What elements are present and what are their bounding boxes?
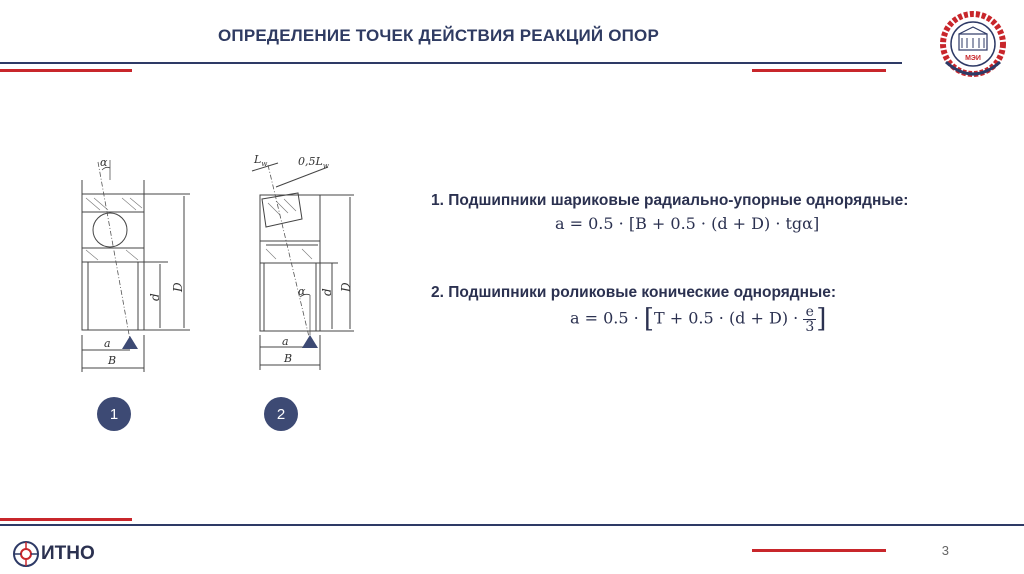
label-B: B — [284, 352, 293, 365]
footer-brand: ИТНО — [41, 543, 95, 564]
footer-accent-right — [752, 549, 886, 552]
heading-ball-bearing: 1. Подшипники шариковые радиально-упорные однорядные: — [431, 192, 909, 209]
formula-ball-bearing: a = 0.5 · [B + 0.5 · (d + D) · tgα] — [555, 214, 820, 233]
label-B: B — [108, 354, 117, 367]
formula-roller-bearing: a = 0.5 · [T + 0.5 · (d + D) · $\frac{e}{3}$ ] — [570, 303, 827, 335]
roller-bearing-diagram — [238, 145, 368, 375]
figure-2-badge: 2 — [264, 397, 298, 431]
figure-1-badge: 1 — [97, 397, 131, 431]
footer-divider — [0, 524, 1024, 526]
page-number: 3 — [941, 543, 949, 558]
mei-logo-text: МЭИ — [965, 55, 981, 62]
ball-bearing-diagram — [60, 150, 200, 375]
footer-accent-left — [0, 518, 132, 521]
label-d: d — [148, 293, 162, 301]
mei-logo — [938, 8, 1008, 80]
label-alpha: α — [298, 285, 306, 298]
label-d: d — [320, 288, 334, 296]
page-title: ОПРЕДЕЛЕНИЕ ТОЧЕК ДЕЙСТВИЯ РЕАКЦИЙ ОПОР — [218, 26, 660, 45]
label-Lw: $L_w$ — [254, 153, 268, 168]
header-divider — [0, 62, 902, 64]
header-accent-right — [752, 69, 886, 72]
label-a: a — [282, 335, 289, 348]
label-a: a — [104, 337, 111, 350]
heading-roller-bearing: 2. Подшипники роликовые конические однорядные: — [431, 284, 837, 301]
itno-logo-icon — [12, 540, 40, 568]
label-D: D — [171, 282, 185, 292]
label-alpha: α — [100, 156, 108, 169]
header-accent-left — [0, 69, 132, 72]
label-D: D — [339, 282, 353, 292]
label-half-Lw: $0,5L_w$ — [298, 155, 329, 170]
